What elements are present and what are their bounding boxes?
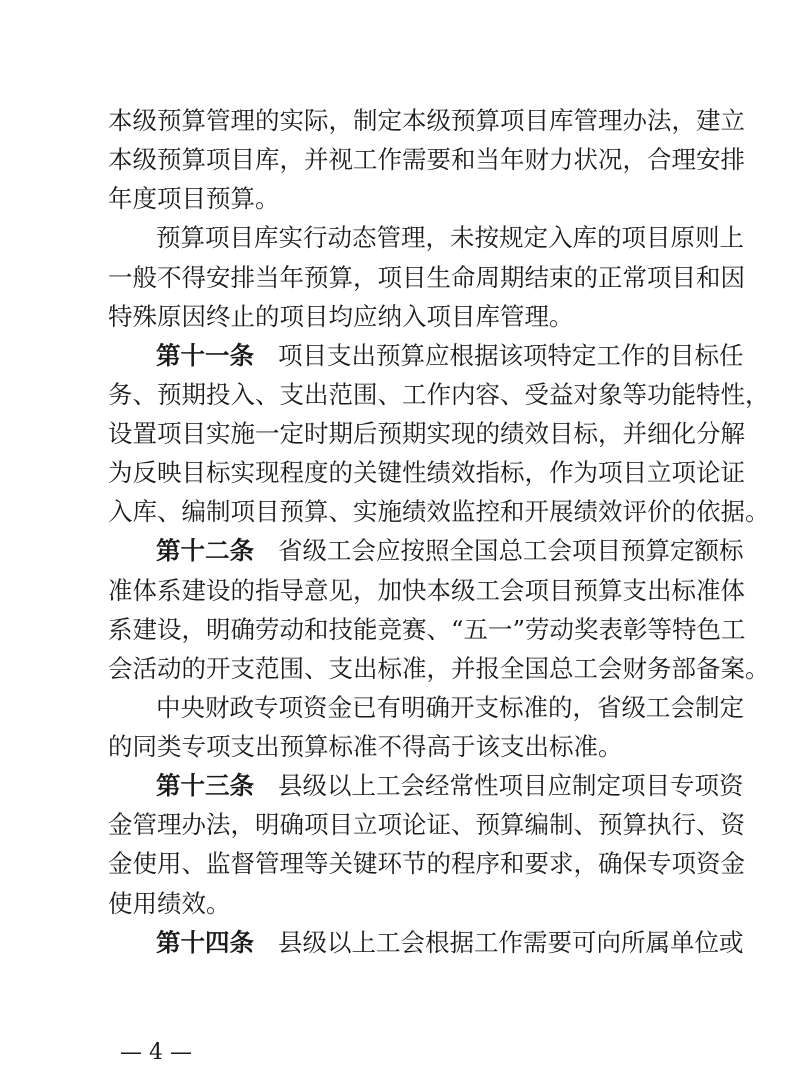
text-line: 务、预期投入、支出范围、工作内容、受益对象等功能特性， bbox=[108, 379, 770, 409]
article-line bbox=[156, 927, 744, 958]
article-line bbox=[156, 771, 744, 801]
text-line: 一般不得安排当年预算，项目生命周期结束的正常项目和因 bbox=[108, 262, 745, 292]
text-line: 金使用、监督管理等关键环节的程序和要求，确保专项资金 bbox=[108, 849, 745, 879]
text-line: 的同类专项支出预算标准不得高于该支出标准。 bbox=[108, 732, 623, 762]
article-text: 省级工会应按照全国总工会项目预算定额标 bbox=[278, 536, 744, 566]
text-line: 中央财政专项资金已有明确开支标准的，省级工会制定 bbox=[156, 692, 744, 722]
text-line: 设置项目实施一定时期后预期实现的绩效目标，并细化分解 bbox=[108, 419, 745, 449]
article-text: 项目支出预算应根据该项特定工作的目标任 bbox=[278, 340, 744, 370]
text-line: 本级预算管理的实际，制定本级预算项目库管理办法，建立 bbox=[108, 106, 745, 135]
text-line: 入库、编制项目预算、实施绩效监控和开展绩效评价的依据。 bbox=[108, 497, 770, 527]
article-line bbox=[156, 340, 744, 371]
text-line: 预算项目库实行动态管理，未按规定入库的项目原则上 bbox=[156, 223, 744, 253]
text-line: 为反映目标实现程度的关键性绩效指标，作为项目立项论证 bbox=[108, 458, 745, 488]
text-line: 金管理办法，明确项目立项论证、预算编制、预算执行、资 bbox=[108, 810, 745, 840]
article-heading: 第十四条 bbox=[156, 927, 254, 957]
article-heading: 第十二条 bbox=[156, 536, 254, 566]
article-text: 县级以上工会根据工作需要可向所属单位或 bbox=[278, 927, 744, 957]
page-number: — 4 — bbox=[120, 1040, 192, 1065]
text-line: 使用绩效。 bbox=[108, 888, 231, 918]
text-line: 本级预算项目库，并视工作需要和当年财力状况，合理安排 bbox=[108, 145, 745, 175]
text-line: 系建设，明确劳动和技能竞赛、“五一”劳动奖表彰等特色工 bbox=[108, 614, 746, 644]
article-heading: 第十三条 bbox=[156, 771, 254, 801]
text-line: 特殊原因终止的项目均应纳入项目库管理。 bbox=[108, 301, 574, 331]
article-heading: 第十一条 bbox=[156, 340, 254, 370]
article-text: 县级以上工会经常性项目应制定项目专项资 bbox=[278, 771, 744, 801]
article-line bbox=[156, 536, 744, 566]
text-line: 年度项目预算。 bbox=[108, 184, 280, 214]
text-line: 准体系建设的指导意见，加快本级工会项目预算支出标准体 bbox=[108, 575, 745, 605]
text-line: 会活动的开支范围、支出标准，并报全国总工会财务部备案。 bbox=[108, 653, 770, 683]
